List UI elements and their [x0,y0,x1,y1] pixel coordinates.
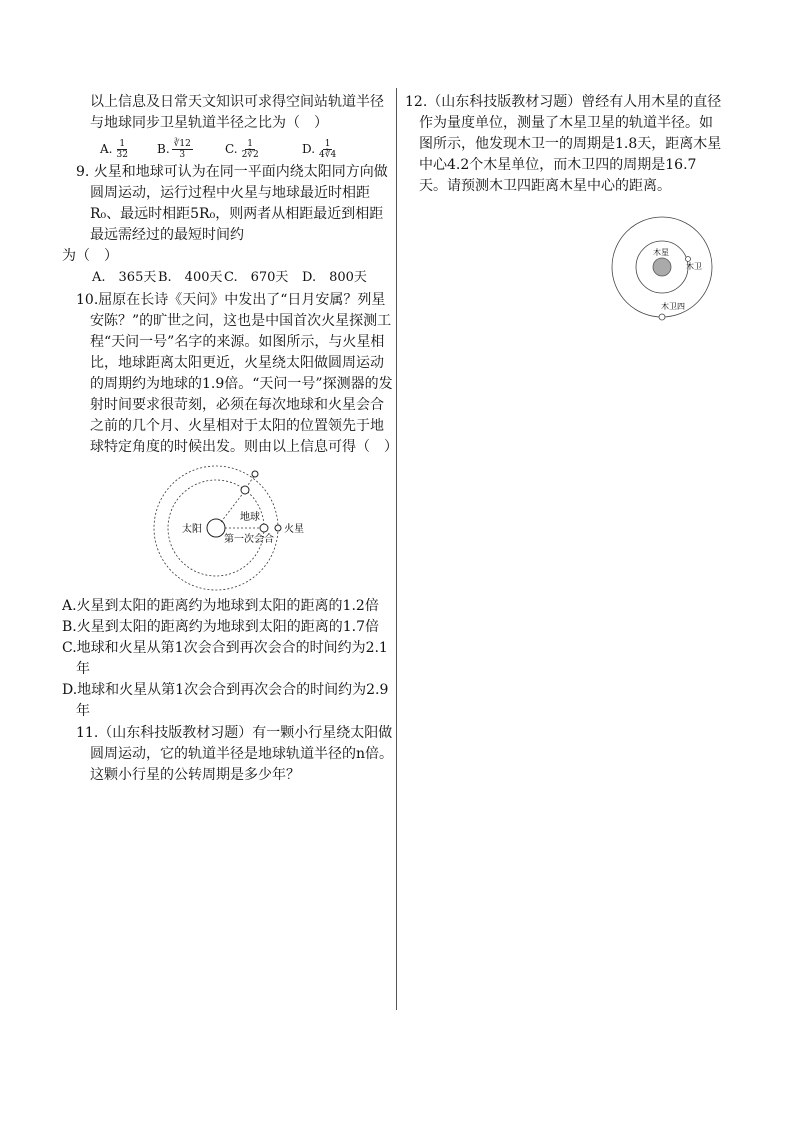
jupiter-diagram [405,213,723,323]
sun-label: 太阳 [182,524,202,535]
left-column [62,92,398,786]
mars-label: 火星 [284,524,304,535]
q10-option-d: D.地球和火星从第1次会合到再次会合的时间约为2.9年 [62,682,389,719]
q10-option-b: B.火星到太阳的距离约为地球到太阳的距离的1.7倍 [62,619,380,635]
q10-option-a: A.火星到太阳的距离约为地球到太阳的距离的1.2倍 [62,598,379,614]
orbit-diagram [76,464,394,592]
mars-launch-icon [252,471,258,477]
jupiter-label: 木星 [653,248,669,257]
conjunction-label: 第一次会合 [224,534,274,545]
q8-option-c: C. $\frac{1}{2∛2}$ [225,139,259,160]
q8-option-d: D. $\frac{1}{4∛4}$ [302,139,337,160]
right-column [405,92,723,323]
q9-stem: 9. 火星和地球可认为在同一平面内绕太阳同方向做圆周运动，运行过程中火星与地球最近时相距R₀、最远时相距5R₀，则两者从相距最近到相距最远需经过的最短时间约 [76,164,388,243]
q9-option-c: C. 670天 [224,270,289,285]
mars-icon [275,525,281,531]
jupiter-icon [653,258,671,276]
q9-option-a: A. 365天 [92,270,157,285]
sun-icon [207,519,225,537]
q12-jupiter-figure [405,213,723,323]
q10-stem: 10.屈原在长诗《天问》中发出了“日月安属？列星安陈？”的旷世之问，这也是中国首次火星探测工程“天问一号”名字的来源。如图所示，与火星相比，地球距离太阳更近，火星绕太阳做圆周运动的周期约为地球的1.9倍。“天问一号”探测器的发射时间要求很苛刻，必须在每次地球和火星会合之前的几个月、火星相对于太阳的位置领先于地球特定角度的时候出发。则由以上信息可得（ ） [76,292,398,455]
earth-launch-icon [241,486,249,494]
callisto-label: 木卫四 [661,302,685,311]
q8-stem: 以上信息及日常天文知识可求得空间站轨道半径与地球同步卫星轨道半径之比为（ ） [90,94,384,131]
q8-options [76,138,394,160]
q10-orbit-figure [76,464,394,592]
q9-option-d: D. 800天 [302,270,367,285]
callisto-icon [659,314,665,320]
earth-icon [260,524,268,532]
q12-stem: 12.（山东科技版教材习题）曾经有人用木星的直径作为量度单位，测量了木星卫星的轨道半径。如图所示，他发现木卫一的周期是1.8天，距离木星中心4.2个木星单位，而木卫四的周期是16.7天。请预测木卫四距离木星中心的距离。 [405,94,722,194]
earth-label: 地球 [240,512,260,523]
q9-options [76,267,394,289]
q9-option-b: B. 400天 [158,270,223,285]
q11-stem: 11.（山东科技版教材习题）有一颗小行星绕太阳做圆周运动，它的轨道半径是地球轨道半径的n倍。这颗小行星的公转周期是多少年？ [76,725,394,783]
io-icon [686,257,691,262]
q9-stem-tail: 为（ ） [62,248,118,264]
column-divider [396,88,397,1010]
q8-option-a: A. $\frac{1}{32}$ [100,139,128,160]
q8-option-b: B. $\frac{∛12}{3}$ [157,139,191,160]
io-label: 木卫 [686,262,702,271]
q10-option-c: C.地球和火星从第1次会合到再次会合的时间约为2.1年 [62,640,388,677]
